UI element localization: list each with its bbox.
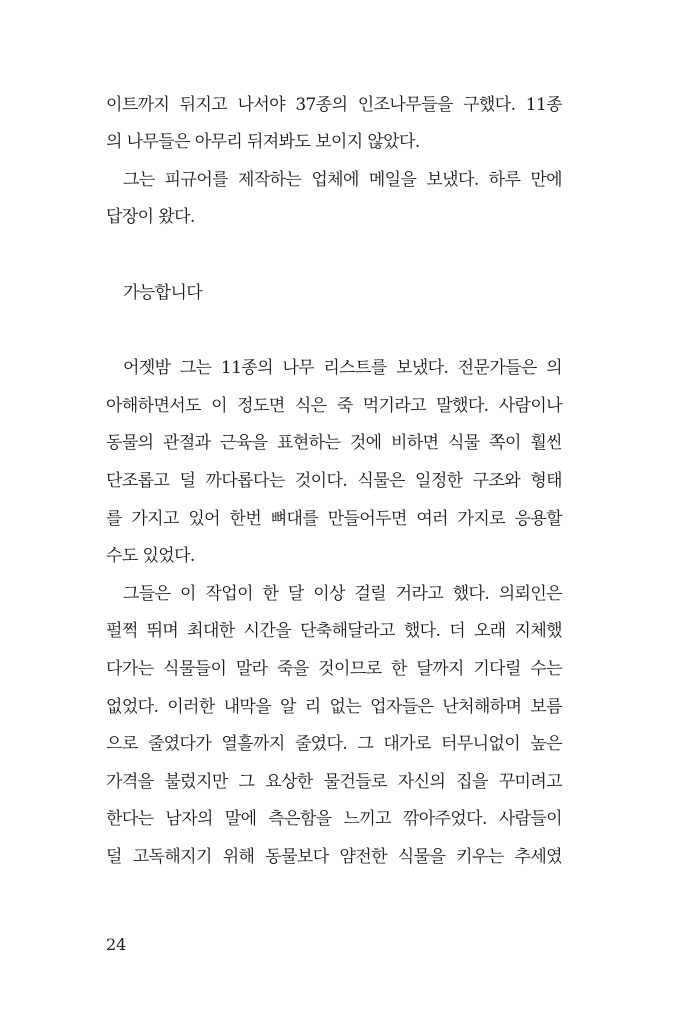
text-line: 으로 줄였다가 열흘까지 줄였다. 그 대가로 터무니없이 높은 bbox=[106, 734, 562, 754]
text-line: 덜 고독해지기 위해 동물보다 얌전한 식물을 키우는 추세였 bbox=[106, 847, 562, 867]
text-line: 그들은 이 작업이 한 달 이상 걸릴 거라고 했다. 의뢰인은 bbox=[123, 584, 562, 604]
text-line: 어젯밤 그는 11종의 나무 리스트를 보냈다. 전문가들은 의 bbox=[123, 358, 562, 378]
text-line: 한다는 남자의 말에 측은함을 느끼고 깎아주었다. 사람들이 bbox=[106, 809, 562, 829]
text-line: 그는 피규어를 제작하는 업체에 메일을 보냈다. 하루 만에 bbox=[123, 170, 562, 190]
text-line: 가격을 불렀지만 그 요상한 물건들로 자신의 집을 꾸미려고 bbox=[106, 772, 562, 792]
text-line: 를 가지고 있어 한번 뼈대를 만들어두면 여러 가지로 응용할 bbox=[106, 509, 562, 529]
text-line: 다가는 식물들이 말라 죽을 것이므로 한 달까지 기다릴 수는 bbox=[106, 659, 562, 679]
page-number: 24 bbox=[106, 935, 127, 954]
text-line: 의 나무들은 아무리 뒤져봐도 보이지 않았다. bbox=[106, 132, 420, 152]
text-line: 동물의 관절과 근육을 표현하는 것에 비하면 식물 쪽이 훨씬 bbox=[106, 433, 562, 453]
text-line: 이트까지 뒤지고 나서야 37종의 인조나무들을 구했다. 11종 bbox=[106, 95, 562, 115]
text-line: 없었다. 이러한 내막을 알 리 없는 업자들은 난처해하며 보름 bbox=[106, 697, 562, 717]
text-line: 수도 있었다. bbox=[106, 546, 195, 566]
text-line: 펄쩍 뛰며 최대한 시간을 단축해달라고 했다. 더 오래 지체했 bbox=[106, 621, 562, 641]
text-line: 아해하면서도 이 정도면 식은 죽 먹기라고 말했다. 사람이나 bbox=[106, 396, 562, 416]
text-line: 가능합니다 bbox=[123, 283, 203, 303]
text-line: 단조롭고 덜 까다롭다는 것이다. 식물은 일정한 구조와 형태 bbox=[106, 471, 562, 491]
text-line: 답장이 왔다. bbox=[106, 207, 195, 227]
